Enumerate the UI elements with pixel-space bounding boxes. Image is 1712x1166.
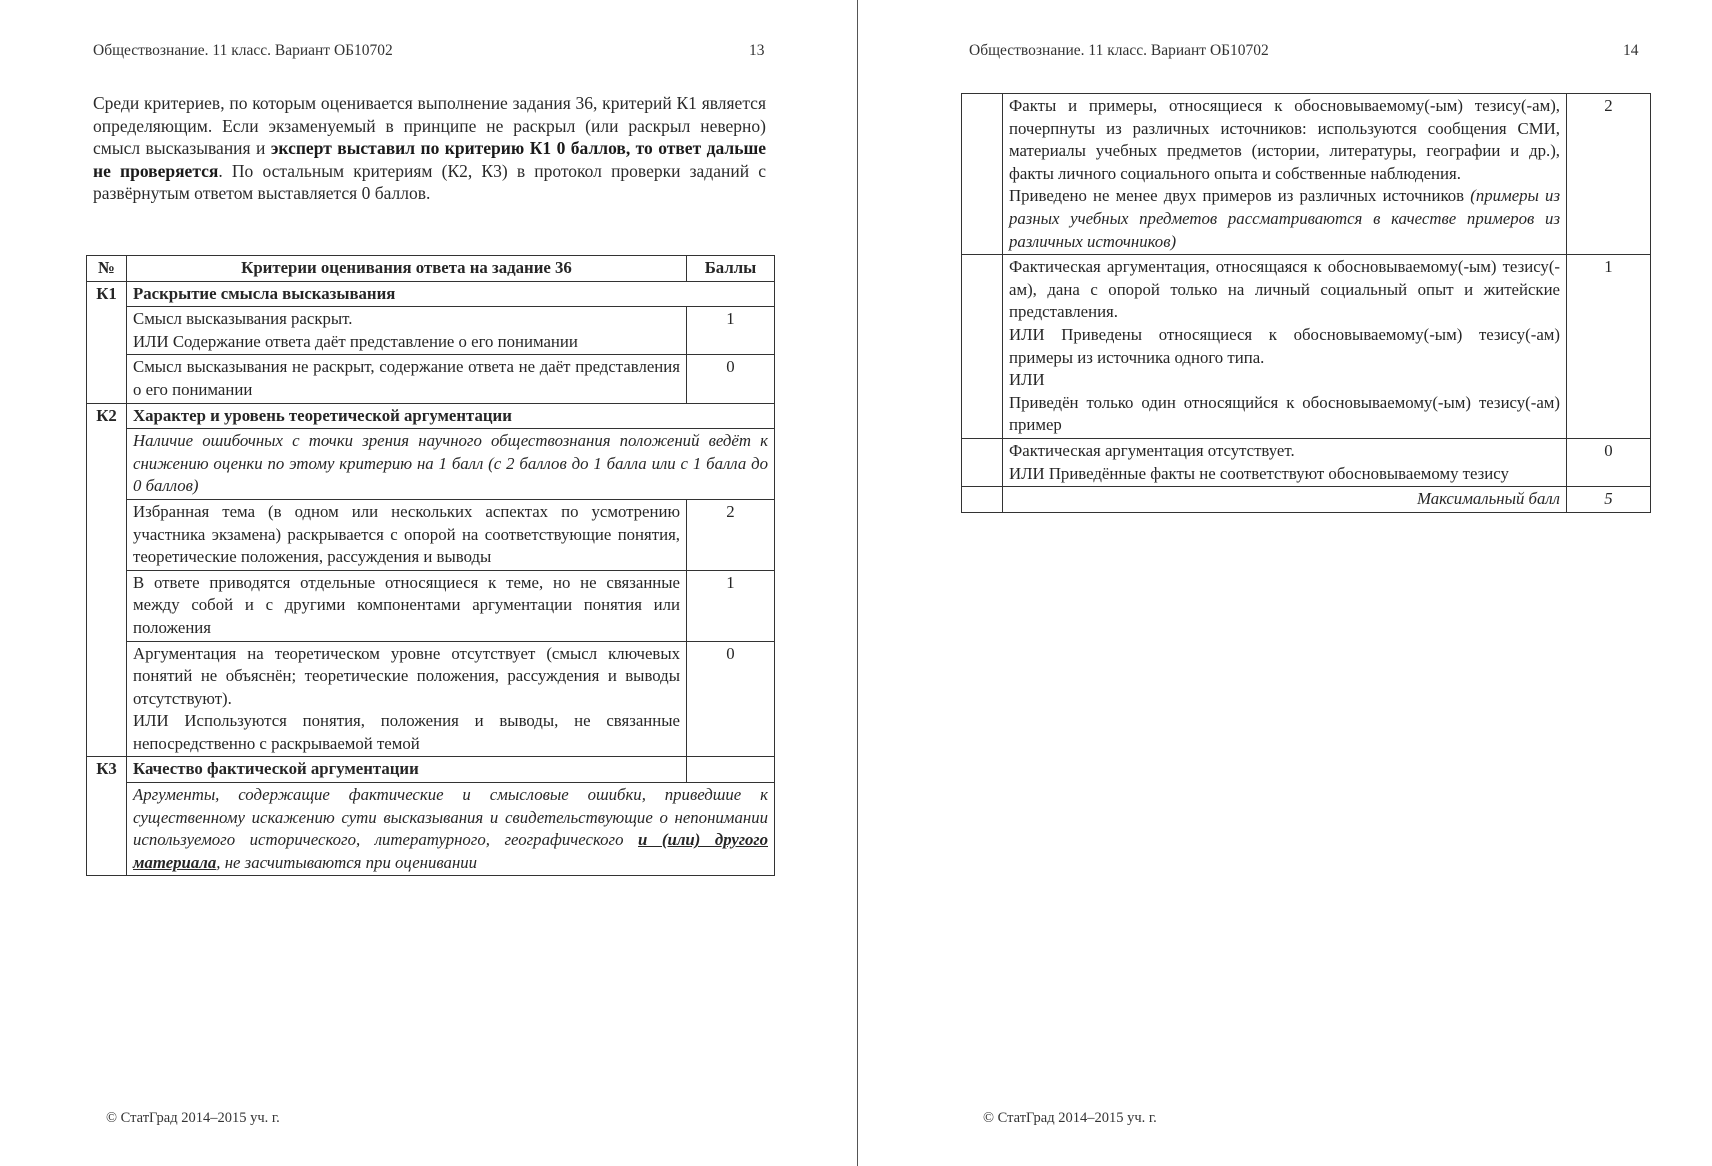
table-row bbox=[87, 355, 775, 403]
k2-row2-points: 1 bbox=[687, 570, 775, 641]
k2-code: К2 bbox=[87, 403, 127, 757]
k1-row1-line2: ИЛИ Содержание ответа даёт представление о его понимании bbox=[133, 331, 578, 351]
right-page bbox=[858, 0, 1712, 1166]
table-header-row bbox=[87, 256, 775, 282]
k3-row1-text-plain: Факты и примеры, относящиеся к обосновываемому(-ым) тезису(-ам), почерпнуты из различных источников: используются сообщения СМИ, материалы учебных предметов (истории, литературы, географии и др.), факты личного социального опыта и собственные наблюдения. bbox=[1009, 96, 1560, 183]
k2-row1-text: Избранная тема (в одном или нескольких аспектах по усмотрению участника экзамена) раскрывается с опорой на соответствующие понятия, теоретические положения, рассуждения и выводы bbox=[127, 499, 687, 570]
table-row bbox=[962, 438, 1651, 486]
k3-code: К3 bbox=[87, 757, 127, 876]
k1-row1-text bbox=[127, 307, 687, 355]
num-cell bbox=[962, 255, 1003, 439]
k2-title-row bbox=[87, 403, 775, 429]
table-row bbox=[87, 307, 775, 355]
k3-note bbox=[127, 783, 775, 876]
k3-row2-line3: ИЛИ bbox=[1009, 370, 1045, 390]
num-cell bbox=[962, 94, 1003, 255]
k2-note-row bbox=[87, 429, 775, 500]
num-cell bbox=[962, 438, 1003, 486]
table-row bbox=[962, 94, 1651, 255]
header-points: Баллы bbox=[687, 256, 775, 282]
k2-row3-line1: Аргументация на теоретическом уровне отсутствует (смысл ключевых понятий не объяснён; теоретические положения, рассуждения и выводы отсутствуют). bbox=[133, 643, 680, 708]
k3-row1-text bbox=[1003, 94, 1567, 255]
k3-note-row bbox=[87, 783, 775, 876]
page-header: Обществознание. 11 класс. Вариант ОБ10702 bbox=[93, 42, 393, 59]
k1-row2-points: 0 bbox=[687, 355, 775, 403]
intro-text-2: . По остальным критериям (К2, К3) в протокол проверки заданий с развёрнутым ответом выставляется 0 баллов. bbox=[93, 160, 766, 204]
k3-row2-line1: Фактическая аргументация, относящаяся к обосновываемому(-ым) тезису(-ам), дана с опорой только на личный социальный опыт и житейские представления. bbox=[1009, 257, 1560, 322]
k3-note-a: Аргументы, содержащие фактические и смысловые ошибки, приведшие к существенному искажению сути высказывания и свидетельствующие о непонимании используемого исторического, литературного, географического bbox=[133, 785, 768, 850]
k3-row1-points: 2 bbox=[1567, 94, 1651, 255]
k3-title-row bbox=[87, 757, 775, 783]
k2-row2-text: В ответе приводятся отдельные относящиеся к теме, но не связанные между собой и с другими компонентами аргументации понятия или положения bbox=[127, 570, 687, 641]
page-footer: © СтатГрад 2014–2015 уч. г. bbox=[106, 1110, 280, 1126]
page-footer: © СтатГрад 2014–2015 уч. г. bbox=[983, 1110, 1157, 1126]
k1-title: Раскрытие смысла высказывания bbox=[127, 281, 775, 307]
k3-row3-points: 0 bbox=[1567, 438, 1651, 486]
k3-row3-line1: Фактическая аргументация отсутствует. bbox=[1009, 440, 1295, 460]
k3-row2-line2: ИЛИ Приведены относящиеся к обосновываемому(-ым) тезису(-ам) примеры из источника одного типа. bbox=[1009, 324, 1560, 367]
header-criteria: Критерии оценивания ответа на задание 36 bbox=[127, 256, 687, 282]
table-row bbox=[87, 641, 775, 757]
k3-row3-text bbox=[1003, 438, 1567, 486]
k3-row2-points: 1 bbox=[1567, 255, 1651, 439]
table-row bbox=[962, 255, 1651, 439]
k3-row1-text-plain2: Приведено не менее двух примеров из различных источников bbox=[1009, 186, 1471, 206]
k2-title: Характер и уровень теоретической аргументации bbox=[127, 403, 775, 429]
criteria-table bbox=[86, 255, 775, 876]
k3-row3-line2: ИЛИ Приведённые факты не соответствуют обосновываемому тезису bbox=[1009, 463, 1509, 483]
max-score-value: 5 bbox=[1567, 487, 1651, 513]
k3-row2-text bbox=[1003, 255, 1567, 439]
k3-row2-line4: Приведён только один относящийся к обосновываемому(-ым) тезису(-ам) пример bbox=[1009, 392, 1560, 435]
page-header: Обществознание. 11 класс. Вариант ОБ10702 bbox=[969, 42, 1269, 59]
k1-row1-line1: Смысл высказывания раскрыт. bbox=[133, 309, 353, 329]
k1-title-row bbox=[87, 281, 775, 307]
intro-paragraph bbox=[93, 92, 766, 205]
num-cell bbox=[962, 487, 1003, 513]
k2-row1-points: 2 bbox=[687, 499, 775, 570]
k2-row3-line2: ИЛИ Используются понятия, положения и выводы, не связанные непосредственно с раскрываемой темой bbox=[133, 711, 680, 753]
k3-title: Качество фактической аргументации bbox=[127, 757, 687, 783]
k3-note-underlined: и (или) другого материала bbox=[133, 830, 768, 872]
k2-note: Наличие ошибочных с точки зрения научного обществознания положений ведёт к снижению оценки по этому критерию на 1 балл (с 2 баллов до 1 балла или с 1 балла до 0 баллов) bbox=[127, 429, 775, 500]
k1-row2-text: Смысл высказывания не раскрыт, содержание ответа не даёт представления о его понимании bbox=[127, 355, 687, 403]
table-row bbox=[87, 499, 775, 570]
k2-row3-points: 0 bbox=[687, 641, 775, 757]
criteria-table-continued bbox=[961, 93, 1651, 513]
k1-row1-points: 1 bbox=[687, 307, 775, 355]
page-number: 13 bbox=[749, 42, 765, 59]
page-number: 14 bbox=[1623, 42, 1639, 59]
k1-code: К1 bbox=[87, 281, 127, 403]
k3-row1-text-italic: (примеры из разных учебных предметов рассматриваются в качестве примеров из различных источников) bbox=[1009, 186, 1560, 251]
max-score-label: Максимальный балл bbox=[1003, 487, 1567, 513]
intro-bold-text: эксперт выставил по критерию К1 0 баллов, то ответ дальше не проверяется bbox=[93, 138, 766, 181]
max-score-row bbox=[962, 487, 1651, 513]
table-row bbox=[87, 570, 775, 641]
intro-text-1: Среди критериев, по которым оценивается выполнение задания 36, критерий К1 является определяющим. Если экзаменуемый в принципе не раскрыл (или раскрыл неверно) смысл высказывания и bbox=[93, 93, 766, 159]
header-num: № bbox=[87, 256, 127, 282]
k2-row3-text bbox=[127, 641, 687, 757]
k3-title-points-cell bbox=[687, 757, 775, 783]
k3-note-b: , не засчитываются при оценивании bbox=[216, 852, 478, 872]
